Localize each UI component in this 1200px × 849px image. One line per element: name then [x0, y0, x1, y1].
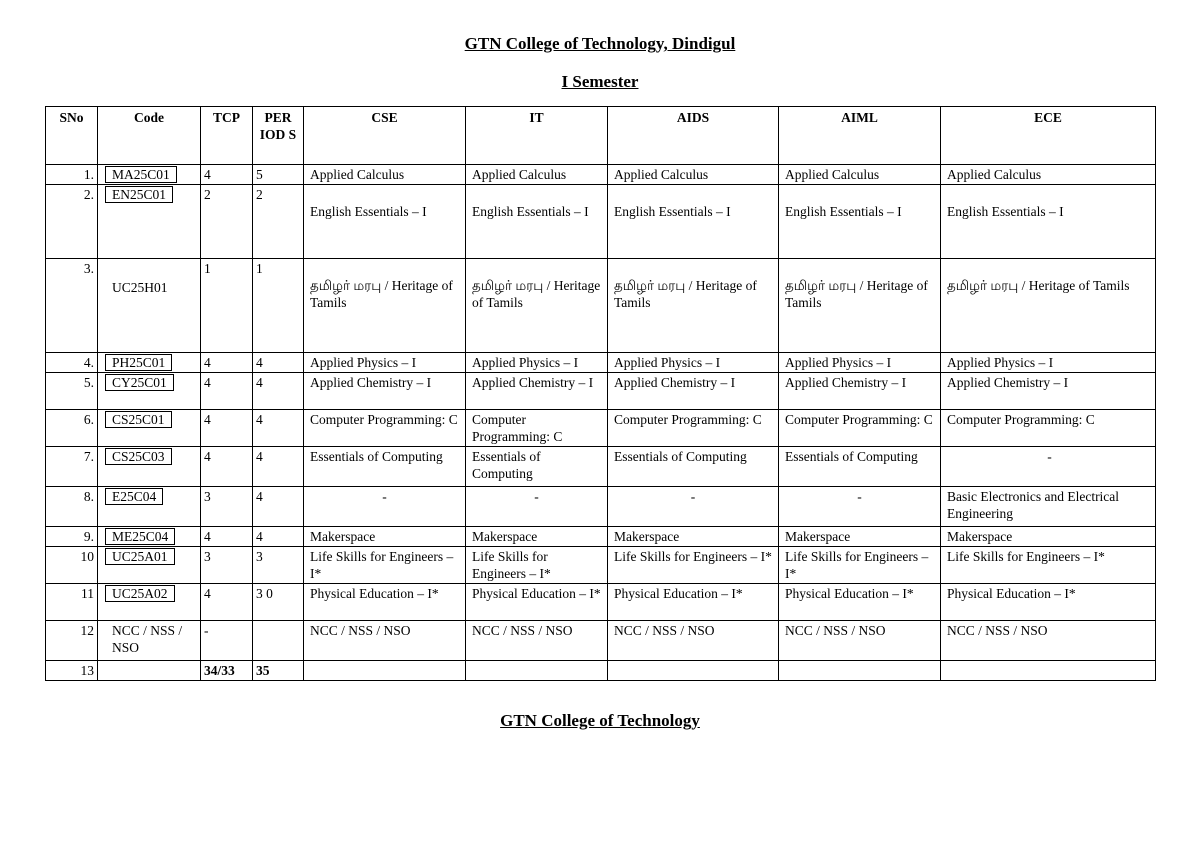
sno-cell: 1.: [46, 165, 98, 185]
code-cell: [98, 373, 201, 410]
sno-cell: 9.: [46, 527, 98, 547]
cse-subject-cell: [304, 661, 466, 681]
tcp-cell: 4: [201, 165, 253, 185]
cse-subject-cell: Makerspace: [304, 527, 466, 547]
college-title: GTN College of Technology, Dindigul: [464, 34, 736, 53]
ece-subject-cell: Physical Education – I*: [941, 584, 1156, 621]
header-aiml: AIML: [779, 107, 941, 165]
header-tcp: TCP: [201, 107, 253, 165]
tcp-cell: 3: [201, 487, 253, 527]
table-row: [46, 527, 1156, 547]
it-subject-cell: Computer Programming: C: [466, 410, 608, 447]
header-periods: PER IOD S: [253, 107, 304, 165]
header-aids: AIDS: [608, 107, 779, 165]
curriculum-table: [45, 106, 1156, 681]
code-cell: [98, 527, 201, 547]
aids-subject-cell: தமிழர் மரபு / Heritage of Tamils: [608, 259, 779, 353]
aiml-subject-cell: Physical Education – I*: [779, 584, 941, 621]
code-cell: [98, 661, 201, 681]
cse-subject-cell: Physical Education – I*: [304, 584, 466, 621]
aids-subject-cell: Physical Education – I*: [608, 584, 779, 621]
cse-subject-cell: Applied Calculus: [304, 165, 466, 185]
periods-cell: 3: [253, 547, 304, 584]
ece-subject-cell: Applied Calculus: [941, 165, 1156, 185]
table-header-row: [46, 107, 1156, 165]
table-row: [46, 547, 1156, 584]
cse-subject-cell: Applied Chemistry – I: [304, 373, 466, 410]
course-code: UC25A01: [105, 548, 175, 565]
aiml-subject-cell: தமிழர் மரபு / Heritage of Tamils: [779, 259, 941, 353]
periods-cell: 3 0: [253, 584, 304, 621]
tcp-cell: 4: [201, 353, 253, 373]
it-subject-cell: Makerspace: [466, 527, 608, 547]
header-code: Code: [98, 107, 201, 165]
tcp-cell: 4: [201, 527, 253, 547]
code-cell: [98, 410, 201, 447]
it-subject-cell: NCC / NSS / NSO: [466, 621, 608, 661]
ece-subject-cell: Basic Electronics and Electrical Engineering: [941, 487, 1156, 527]
periods-cell: 4: [253, 373, 304, 410]
periods-cell: 4: [253, 527, 304, 547]
sno-cell: 11: [46, 584, 98, 621]
sno-cell: 3.: [46, 259, 98, 353]
ece-subject-cell: English Essentials – I: [941, 185, 1156, 259]
table-row: [46, 661, 1156, 681]
course-code: NCC / NSS / NSO: [112, 623, 183, 655]
course-code: ME25C04: [105, 528, 175, 545]
aids-subject-cell: Applied Chemistry – I: [608, 373, 779, 410]
code-cell: [98, 584, 201, 621]
code-cell: [98, 487, 201, 527]
cse-subject-cell: Life Skills for Engineers – I*: [304, 547, 466, 584]
sno-cell: 8.: [46, 487, 98, 527]
header-cse: CSE: [304, 107, 466, 165]
aids-subject-cell: Applied Calculus: [608, 165, 779, 185]
header-it: IT: [466, 107, 608, 165]
aiml-subject-cell: Applied Calculus: [779, 165, 941, 185]
tcp-cell: -: [201, 621, 253, 661]
course-code: E25C04: [105, 488, 163, 505]
table-row: [46, 373, 1156, 410]
aiml-subject-cell: [779, 661, 941, 681]
sno-cell: 2.: [46, 185, 98, 259]
course-code: EN25C01: [105, 186, 173, 203]
periods-cell: 1: [253, 259, 304, 353]
sno-cell: 6.: [46, 410, 98, 447]
ece-subject-cell: Computer Programming: C: [941, 410, 1156, 447]
it-subject-cell: Essentials of Computing: [466, 447, 608, 487]
ece-subject-cell: தமிழர் மரபு / Heritage of Tamils: [941, 259, 1156, 353]
aiml-subject-cell: Applied Chemistry – I: [779, 373, 941, 410]
table-row: [46, 410, 1156, 447]
aids-subject-cell: NCC / NSS / NSO: [608, 621, 779, 661]
aiml-subject-cell: -: [779, 487, 941, 527]
aids-subject-cell: English Essentials – I: [608, 185, 779, 259]
table-row: [46, 584, 1156, 621]
code-cell: [98, 353, 201, 373]
header-sno: SNo: [46, 107, 98, 165]
periods-cell: 35: [253, 661, 304, 681]
sno-cell: 4.: [46, 353, 98, 373]
cse-subject-cell: Computer Programming: C: [304, 410, 466, 447]
cse-subject-cell: -: [304, 487, 466, 527]
sno-cell: 12: [46, 621, 98, 661]
tcp-cell: 4: [201, 373, 253, 410]
tcp-cell: 2: [201, 185, 253, 259]
aiml-subject-cell: Makerspace: [779, 527, 941, 547]
aiml-subject-cell: Life Skills for Engineers – I*: [779, 547, 941, 584]
it-subject-cell: -: [466, 487, 608, 527]
table-row: [46, 447, 1156, 487]
tcp-cell: 3: [201, 547, 253, 584]
it-subject-cell: English Essentials – I: [466, 185, 608, 259]
course-code: CY25C01: [105, 374, 174, 391]
it-subject-cell: Physical Education – I*: [466, 584, 608, 621]
ece-subject-cell: Makerspace: [941, 527, 1156, 547]
sno-cell: 7.: [46, 447, 98, 487]
cse-subject-cell: NCC / NSS / NSO: [304, 621, 466, 661]
course-code: PH25C01: [105, 354, 172, 371]
cse-subject-cell: Applied Physics – I: [304, 353, 466, 373]
course-code: MA25C01: [105, 166, 177, 183]
cse-subject-cell: English Essentials – I: [304, 185, 466, 259]
sno-cell: 10: [46, 547, 98, 584]
it-subject-cell: தமிழர் மரபு / Heritage of Tamils: [466, 259, 608, 353]
aids-subject-cell: -: [608, 487, 779, 527]
aiml-subject-cell: Essentials of Computing: [779, 447, 941, 487]
aiml-subject-cell: Applied Physics – I: [779, 353, 941, 373]
sno-cell: 13: [46, 661, 98, 681]
tcp-cell: 4: [201, 410, 253, 447]
course-code: UC25A02: [105, 585, 175, 602]
cse-subject-cell: Essentials of Computing: [304, 447, 466, 487]
code-cell: [98, 547, 201, 584]
header-ece: ECE: [941, 107, 1156, 165]
periods-cell: 4: [253, 353, 304, 373]
aids-subject-cell: Computer Programming: C: [608, 410, 779, 447]
tcp-cell: 4: [201, 447, 253, 487]
ece-subject-cell: [941, 661, 1156, 681]
semester-title: I Semester: [561, 72, 639, 91]
ece-subject-cell: Applied Chemistry – I: [941, 373, 1156, 410]
aids-subject-cell: Makerspace: [608, 527, 779, 547]
tcp-cell: 4: [201, 584, 253, 621]
aids-subject-cell: Life Skills for Engineers – I*: [608, 547, 779, 584]
it-subject-cell: Applied Physics – I: [466, 353, 608, 373]
course-code: CS25C03: [105, 448, 172, 465]
code-cell: [98, 447, 201, 487]
ece-subject-cell: NCC / NSS / NSO: [941, 621, 1156, 661]
table-row: [46, 165, 1156, 185]
footer-college-title: GTN College of Technology: [500, 711, 700, 730]
aids-subject-cell: [608, 661, 779, 681]
aiml-subject-cell: Computer Programming: C: [779, 410, 941, 447]
it-subject-cell: Applied Chemistry – I: [466, 373, 608, 410]
periods-cell: 2: [253, 185, 304, 259]
aiml-subject-cell: English Essentials – I: [779, 185, 941, 259]
periods-cell: 4: [253, 487, 304, 527]
it-subject-cell: Applied Calculus: [466, 165, 608, 185]
periods-cell: [253, 621, 304, 661]
periods-cell: 4: [253, 410, 304, 447]
course-code: UC25H01: [112, 280, 168, 295]
ece-subject-cell: Life Skills for Engineers – I*: [941, 547, 1156, 584]
it-subject-cell: Life Skills for Engineers – I*: [466, 547, 608, 584]
table-row: [46, 621, 1156, 661]
ece-subject-cell: -: [941, 447, 1156, 487]
tcp-cell: 34/33: [201, 661, 253, 681]
aids-subject-cell: Applied Physics – I: [608, 353, 779, 373]
code-cell: [98, 259, 201, 353]
table-row: [46, 185, 1156, 259]
aids-subject-cell: Essentials of Computing: [608, 447, 779, 487]
table-row: [46, 353, 1156, 373]
table-row: [46, 487, 1156, 527]
sno-cell: 5.: [46, 373, 98, 410]
code-cell: [98, 185, 201, 259]
ece-subject-cell: Applied Physics – I: [941, 353, 1156, 373]
course-code: CS25C01: [105, 411, 172, 428]
code-cell: [98, 621, 201, 661]
tcp-cell: 1: [201, 259, 253, 353]
periods-cell: 5: [253, 165, 304, 185]
cse-subject-cell: தமிழர் மரபு / Heritage of Tamils: [304, 259, 466, 353]
it-subject-cell: [466, 661, 608, 681]
periods-cell: 4: [253, 447, 304, 487]
code-cell: [98, 165, 201, 185]
table-row: [46, 259, 1156, 353]
aiml-subject-cell: NCC / NSS / NSO: [779, 621, 941, 661]
